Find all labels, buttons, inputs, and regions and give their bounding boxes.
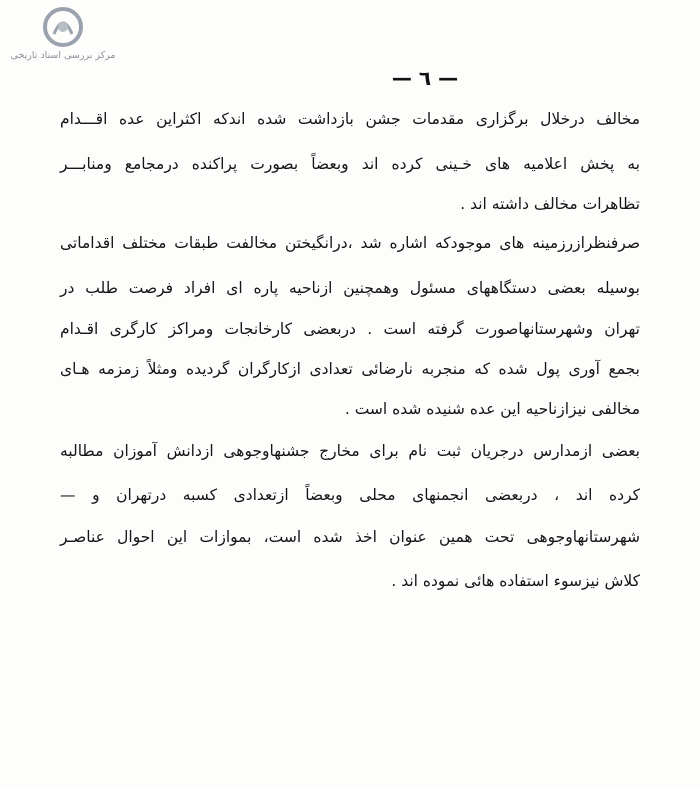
text-line: بجمع آوری پول شده که منجربه نارضائی تعدادی ازکارگران گردیده ومثلاً زمزمه هـای [60,360,640,378]
text-line: تظاهرات مخالف داشته اند . [460,195,640,213]
text-line: تهران وشهرستانهاصورت گرفته است . دربعضی کارخانجات ومراکز کارگری اقـدام [60,320,640,338]
text-line: بعضی ازمدارس درجریان ثبت نام برای مخارج جشنهاوجوهی ازدانش آموزان مطالبه [60,442,640,460]
text-line: شهرستانهاوجوهی تحت همین عنوان اخذ شده است، بموازات این احوال عناصـر [60,528,640,546]
archive-logo [8,6,118,70]
archive-logo-caption: مرکز بررسی اسناد تاریخی [10,50,116,61]
text-line: مخالفی نیزازناحیه این عده شنیده شده است . [344,400,640,418]
text-line: صرفنظرازرزمینه های موجودکه اشاره شد ،درانگیختن مخالفت طبقات مختلف اقداماتی [60,234,640,252]
text-line: مخالف درخلال برگزاری مقدمات جشن بازداشت شده اندکه اکثراین عده اقـــدام [60,110,640,128]
text-line: به پخش اعلامیه های خـینی کرده اند وبعضاً بصورت پراکنده درمجامع ومنابـــر [60,155,640,173]
page-number: — ٦ — [391,66,459,90]
text-line: بوسیله بعضی دستگاههای مسئول وهمچنین ازناحیه پاره ای افراد فرصت طلب در [60,279,640,297]
text-line: کرده اند ، دربعضی انجمنهای محلی وبعضاً ازتعدادی کسبه درتهران و — [60,486,640,504]
archive-center-emblem-icon [42,6,84,48]
text-line: کلاش نیزسوء استفاده هائی نموده اند . [391,572,640,590]
